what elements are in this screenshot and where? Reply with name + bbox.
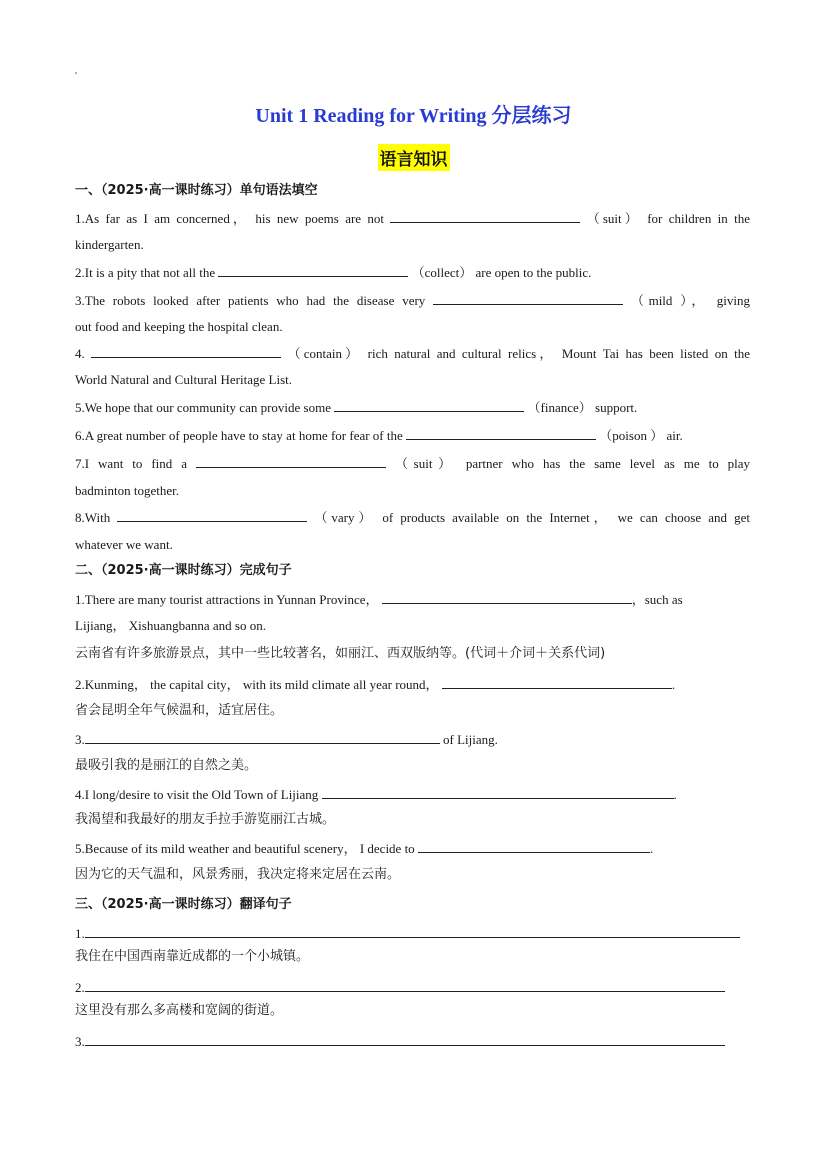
answer-blank[interactable] [91,344,281,358]
s1-item-6: 6.A great number of people have to stay at home for fear of the （poison ） air. [75,428,683,443]
answer-line[interactable] [85,924,740,938]
answer-blank[interactable] [433,291,623,305]
answer-blank[interactable] [85,730,440,744]
s2-item-1: 1.There are many tourist attractions in Yunnan Province， ，such as [75,592,683,607]
answer-blank[interactable] [442,675,672,689]
s1-item-3: 3.The robots looked after patients who had the disease very （mild ）， giving [75,293,751,308]
s1-item-8: 8.With （vary） of products available on the Internet， we can choose and get [75,510,751,525]
answer-blank[interactable] [218,263,408,277]
s1-item-3-cont: out food and keeping the hospital clean. [75,319,283,334]
s2-item-4-chinese: 我渴望和我最好的朋友手拉手游览丽江古城。 [75,812,336,827]
s1-item-7-cont: badminton together. [75,483,179,498]
s2-item-5: 5.Because of its mild weather and beautiful scenery， I decide to . [75,841,654,856]
s2-item-4: 4.I long/desire to visit the Old Town of Lijiang . [75,787,677,802]
answer-line[interactable] [85,978,725,992]
s2-item-1-chinese: 云南省有许多旅游景点，其中一些比较著名，如丽江、西双版纳等。(代词＋介词＋关系代词) [75,646,606,661]
answer-blank[interactable] [334,398,524,412]
s1-item-4-cont: World Natural and Cultural Heritage List. [75,372,293,387]
answer-blank[interactable] [418,839,650,853]
answer-blank[interactable] [196,454,386,468]
answer-line[interactable] [85,1032,725,1046]
s1-item-8-cont: whatever we want. [75,537,173,552]
s3-item-1: 1. [75,924,750,943]
s3-item-1-chinese: 我住在中国西南靠近成都的一个小城镇。 [75,949,310,964]
s1-item-4: 4. （contain） rich natural and cultural relics， Mount Tai has been listed on the [75,346,751,361]
section-label-language-knowledge: 语言知识 [378,144,450,171]
answer-blank[interactable] [322,785,674,799]
answer-blank[interactable] [117,508,307,522]
s3-item-2: 2. [75,978,750,997]
s2-item-2: 2.Kunming， the capital city， with its mild climate all year round， . [75,677,676,692]
page-title: Unit 1 Reading for Writing 分层练习 [255,105,572,127]
s3-item-3: 3. [75,1032,750,1051]
subtitle-wrap [0,144,827,171]
s1-item-1: 1.As far as I am concerned， his new poems are not （suit） for children in the [75,211,751,226]
section-3-heading: 三、（2025·高一课时练习）翻译句子 [75,897,292,912]
answer-blank[interactable] [382,590,632,604]
s2-item-2-chinese: 省会昆明全年气候温和，适宜居住。 [75,703,284,718]
s1-item-1-cont: kindergarten. [75,237,144,252]
s1-item-7: 7.I want to find a （suit） partner who has the same level as me to play [75,456,751,471]
s2-item-3-chinese: 最吸引我的是丽江的自然之美。 [75,758,258,773]
answer-blank[interactable] [390,209,580,223]
section-2-heading: 二、（2025·高一课时练习）完成句子 [75,563,292,578]
s2-item-1-cont: Lijiang， Xishuangbanna and so on. [75,618,266,633]
section-1-heading: 一、（2025·高一课时练习）单句语法填空 [75,183,318,198]
s1-item-2: 2.It is a pity that not all the （collect） are open to the public. [75,265,592,280]
s3-item-2-chinese: 这里没有那么多高楼和宽阔的街道。 [75,1003,284,1018]
s1-item-5: 5.We hope that our community can provide some （finance） support. [75,400,638,415]
page-marker-dot [75,72,77,74]
answer-blank[interactable] [406,426,596,440]
s2-item-5-chinese: 因为它的天气温和，风景秀丽，我决定将来定居在云南。 [75,867,401,882]
s2-item-3: 3. of Lijiang. [75,732,498,747]
